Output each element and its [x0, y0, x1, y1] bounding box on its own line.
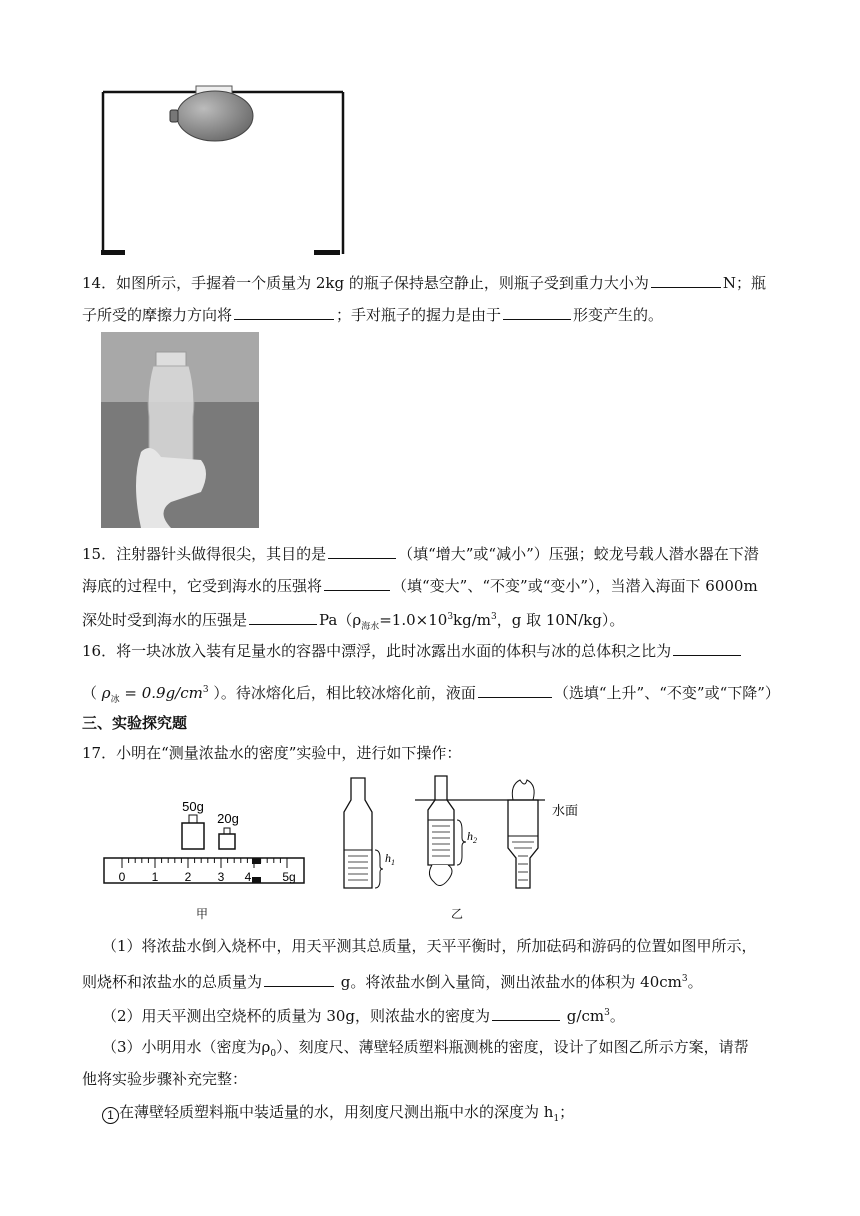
bottle-hand-photo: [101, 332, 259, 528]
q16-line2: （ $\rho_冰 = 0.9g/cm^3$ ）。待冰熔化后，相比较冰熔化前，液面 （选填“上升”、“不变”或“下降”）: [82, 684, 780, 705]
q14-line2: 子所受的摩擦力方向将 ；手对瓶子的握力是由于 形变产生的。: [82, 306, 664, 324]
q17-part1-line2: 则烧杯和浓盐水的总质量为 g。将浓盐水倒入量筒，测出浓盐水的体积为 $40cm^3$。: [82, 973, 703, 991]
q15-blank-value[interactable]: [249, 609, 317, 625]
svg-text:h1: [385, 851, 395, 867]
scale-tick-5g: 5g: [282, 870, 296, 884]
h1-label: h: [385, 851, 391, 865]
q17-blank-density[interactable]: [492, 1005, 560, 1021]
q16-blank-level[interactable]: [478, 682, 552, 698]
q14-line1: 14．如图所示，手握着一个质量为 2kg 的瓶子保持悬空静止，则瓶子受到重力大小为 N；瓶: [82, 274, 767, 292]
scale-tick-2: 2: [184, 870, 192, 884]
q15-line2: 海底的过程中，它受到海水的压强将 （填“变大”、“不变”或“变小”），当潜入海面下 6000m: [82, 577, 758, 595]
q16-blank-ratio[interactable]: [673, 640, 741, 656]
q15-line3: 深处时受到海水的压强是 $Pa(\rho_{海水}=1.0\times 10^3kg/m^3$，g 取 10N/kg）。: [82, 611, 625, 632]
balance-weights-figure: [100, 795, 310, 895]
figure-jia-caption: 甲: [196, 907, 209, 921]
step1-circle-marker: 1: [102, 1107, 119, 1124]
q17-part3-line2: 他将实验步骤补充完整：: [82, 1070, 248, 1088]
bottles-figure: [330, 770, 590, 905]
q17-step1: 1 在薄壁轻质塑料瓶中装适量的水，用刻度尺测出瓶中水的深度为 $h_1$；: [102, 1102, 802, 1129]
q14-blank-friction[interactable]: [234, 304, 334, 320]
balloon-frame-figure: [98, 82, 348, 260]
weight-20g-label: 20g: [217, 811, 239, 826]
section-heading: 三、实验探究题: [82, 714, 188, 732]
q16-line1: 16．将一块冰放入装有足量水的容器中漂浮，此时冰露出水面的体积与冰的总体积之比为: [82, 640, 782, 661]
q17-part3-line1: （3）小明用水（密度为$\rho_0$）、刻度尺、薄壁轻质塑料瓶测桃的密度，设计了如图乙所示方案，请帮: [102, 1038, 749, 1059]
figure-yi-caption: 乙: [451, 907, 464, 921]
q17-blank-mass[interactable]: [264, 971, 334, 987]
q17-part2: （2）用天平测出空烧杯的质量为 30g，则浓盐水的密度为 $g/cm^3$。: [102, 1007, 625, 1025]
h2-subscript: 2: [473, 836, 477, 845]
q17-intro: 17．小明在“测量浓盐水的密度”实验中，进行如下操作：: [82, 744, 462, 762]
scale-tick-3: 3: [217, 870, 225, 884]
q15-line1: 15．注射器针头做得很尖，其目的是 （填“增大”或“减小”）压强；蛟龙号载人潜水器在下潜: [82, 545, 759, 563]
svg-text:h2: [467, 829, 477, 845]
h2-label: h: [467, 829, 473, 843]
weight-50g-label: 50g: [182, 799, 204, 814]
q15-blank-change[interactable]: [324, 575, 390, 591]
q14-blank-gravity[interactable]: [651, 272, 721, 288]
scale-tick-4: 4: [244, 870, 252, 884]
scale-tick-1: 1: [151, 870, 159, 884]
q15-blank-pressure[interactable]: [328, 543, 396, 559]
water-surface-label: 水面: [552, 804, 579, 819]
q14-blank-deformation[interactable]: [503, 304, 571, 320]
scale-tick-0: 0: [118, 870, 126, 884]
q17-part1-line1: （1）将浓盐水倒入烧杯中，用天平测其总质量，天平平衡时，所加砝码和游码的位置如图甲所示，: [102, 937, 757, 955]
h1-subscript: 1: [391, 858, 395, 867]
